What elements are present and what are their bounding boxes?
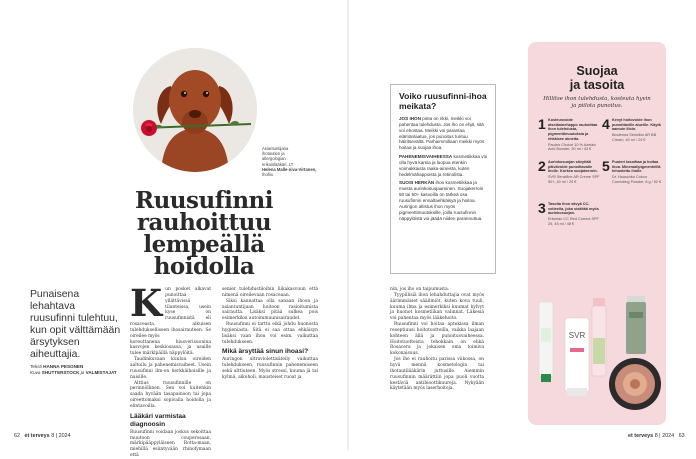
erborian-tube-icon [592, 298, 606, 376]
article-byline [30, 364, 122, 376]
product-item [602, 160, 662, 185]
page-footer-left [14, 433, 71, 439]
body-paragraph: Tyypillisiä ihon lehahduttajia ovat myös äärimmäiset sääilmiöt, kuten kova tuuli, kuuma ilma ja esimerkiksi kuumat kylvyt ja huonot kosmetiikan valinnat. Läkesiä voi pahentaa myös lääkehoito. [390, 292, 484, 322]
issue-number: 8 | 2024 [51, 433, 71, 439]
product-meta: SVR Sensifine AR Creme SPF 50+, 40 ml / 29 € [548, 175, 600, 184]
caption-line: allergologian [262, 156, 286, 162]
body-subhead: Mikä ärsyttää sinun ihoasi? [222, 348, 309, 356]
body-paragraph: Jos iho ei rauhoitu parissa viikossa, on hyvä mennä kosmetologin tai ihotautilääkärin juttusille. Aiemmin ruusufinnin määrättiin jopa puoli vuotta kestäviä antibioottikuureja. Nykyään käytetään myös laserhoitoja. [390, 357, 484, 392]
makeup-sidebox [390, 84, 496, 274]
body-subhead: Lääkäri varmistaa diagnoosin [130, 412, 186, 428]
product-title: Puuteri tasoittaa ja hoitaa ihoa. Mineraalipigmenteillä tehostettu iholle. [612, 160, 661, 174]
sidebox-body [399, 116, 489, 224]
body-paragraph: Auringon ultraviolettisäteily vaikuttaa tulehdukseen, ruusufinnin pahenemiseen sekä alttiuteen. Myös stressi, kuuma jä tai kylmä, alkoholi, mausteiset ruoat ja [222, 357, 318, 380]
body-paragraph: Alttius ruusufinnille on perinnöllinen. Sen voi kuitenkin saada hyvään tasapainoon tai jopa oireettomaksi sopivalla hoidolla ja elintavoilla. [130, 380, 211, 409]
product-title: Tasoita ihon sävyä CC-voiteella, joka sisältää myös aurinkosuojan. [548, 202, 599, 216]
sidebox-lead-label: JOS IHON [399, 116, 421, 121]
headline-line: rauhoittuu lempeällä [136, 209, 272, 258]
dog-rose-photo [133, 48, 257, 172]
byline-photo-source: SHUTTERSTOCK [41, 370, 80, 375]
page-number: 63 [678, 433, 685, 439]
caption-expert-name: Helena Malle-niva-Virtanen, [262, 166, 317, 172]
dog-illustration [133, 48, 257, 172]
article-headline [96, 187, 312, 280]
body-paragraph: Taudinkuvaan kuuluu oireiden aaltoilu ja pahenemisvaiheet. Usein ruusufinni ilm-on herkkäihoisille ja naisille. [130, 357, 211, 380]
product-item [538, 160, 600, 185]
sidebox-paragraph [399, 116, 489, 151]
body-column-3 [390, 287, 484, 392]
sidebox-text: kosmetiikkaa voi olla hyvä karsia ja luopua etenkin voimakkaista raaka-aineista, kuten hedelmähappoista ja retinolista. [399, 154, 488, 177]
product-item [538, 202, 600, 227]
body-column-1 [130, 281, 211, 459]
caption-line: erikoislääkäri, LT [262, 161, 294, 167]
product-item [602, 118, 662, 143]
byline-text-label: Teksti [30, 364, 42, 369]
powder-compact-icon [609, 358, 661, 410]
page-gutter [347, 0, 349, 450]
issue-number: 8 | 2024 [654, 433, 675, 439]
byline-and: ja [80, 370, 85, 375]
caption-line: Asiantuntijana [262, 146, 289, 151]
caption-org: Ihofiix. [262, 172, 275, 178]
product-title: Kosteusvoide atseläainehappo rauhoittaa ihon tulehdusta, pigmenttimuutoksia ja ehkäisee akneita. [548, 118, 598, 141]
svr-tube-icon [565, 318, 589, 396]
product-number: 4 [602, 116, 610, 132]
byline-photo-label: Kuva [30, 370, 41, 375]
product-title: Kevyt hoitovoide ihon punoittaville alueille. Käytä aamuin illoin. [612, 118, 661, 132]
page-footer-right [628, 433, 685, 439]
body-paragraph: un posket alkavat punoittaa yllättävissä tilanteissa, usein kyse on ruusufinnistä eli rosaceasta, aikuisen tulehdukselliseen ihosairauteen. Se oireilee myös [130, 287, 211, 339]
body-paragraph: Ruusufinni voidaan joskus sekoittaa muutoon couperosaan, märkipääppyläiseen Rotta-maan, miehillä esiintyvään rhinofymaan että [130, 429, 211, 459]
product-meta: Bioderma Sensibio AR BB Cream, 40 ml / 24 € [612, 133, 657, 142]
panel-title [528, 64, 666, 92]
byline-author: HANNA PESONEN [43, 364, 84, 369]
body-paragraph: Ruusufinni voi hoitaa aptekissa ilman reseptiuusi hoitotuotteilla, vaikka laajaan kohteen ällä ja punoitusvaiheessa. Hoitotuotteista tehokkain on ehkä Rosacera ja jokaisen oma toimiva kokonaisuus. [390, 322, 484, 357]
sidebox-title: Voiko ruusufinni-ihoa meikata? [399, 91, 487, 111]
photo-caption [262, 146, 318, 177]
body-paragraph: koreuttanena hiusverisuonina kasvojen keskiosassa, ja usaille tulee märkipäillä näppylöitä. [130, 339, 211, 357]
product-meta: Paula's Choice 10 % Azelaic Acid Booster, 30 ml / 43 € [548, 142, 597, 152]
sidebox-lead-label: SUOSI HERKÄN [399, 180, 435, 186]
product-title: Aurinkosuojan sävyttää päivävoide punoittavalle iholle. Korkea suojakerroin. [548, 160, 598, 174]
product-number: 5 [602, 158, 610, 174]
panel-subtitle: Hillitse ihon tulehdusta, kosteuta hyvin ja piilota punoitus. [543, 96, 651, 109]
sidebox-lead-label: PAHENEMISVAIHEESSA [399, 154, 453, 160]
drop-cap: K [130, 281, 163, 325]
body-paragraph: nin, jos iho on taipumusta. [390, 287, 450, 292]
page-number: 62 [14, 433, 20, 439]
sidebox-paragraph [399, 180, 489, 221]
product-meta: Dr. Hauschka Colour Correcting Powder, 8 g / 52 € [612, 175, 662, 184]
magazine-name: et terveys [24, 433, 50, 439]
headline-line: hoidolla [153, 253, 255, 280]
panel-title-line: Suojaa [576, 64, 618, 78]
green-tube-icon [626, 296, 646, 354]
azelaic-tube-icon [539, 302, 553, 382]
product-number: 3 [538, 200, 546, 216]
sidebox-text: ihon kosmetiikkaa ja muista aurinkosuojaaminen. Suojakerroin 50 tai 50+ kasvoilla on tärkeä osa ruusufinnin ennaltaehkäisyä ja hoitoa. Auringon altistus ihon myös pigmenttimuutoksille, joilla ruusufinnin näppylöistä voi jäädä niiden parannuttua. [399, 180, 484, 221]
body-paragraph: senier tulehdustiloihin liikakasvuun että nimenä oireilevaan rosaceaan. [222, 287, 318, 298]
sidebox-text: pinta on rikki, meikki voi pahentaa tulehdusta. Jos iho on ehjä, sitä voi ehostaa. Meikki voi parantaa elämänlaatua, jos punoitus tuntuu häiritsevältä. Parhaimmillaan meikki myös hoitaa ja suojaa ihoa. [399, 116, 485, 151]
panel-title-line: ja tasoita [569, 78, 625, 92]
svg-text:SVR: SVR [568, 331, 586, 340]
body-column-2 [222, 287, 318, 381]
caption-line: ihotautien ja [262, 151, 285, 157]
byline-photo-source-2: VALMISTAJAT [85, 370, 117, 375]
product-number: 2 [538, 158, 546, 174]
body-paragraph: Siksi kannattaa olla sanaan ihoon ja asiantuntijaan hoitoon rasioitumista sairautta. Lisäksi pitää sulkea pois esimerkiksi autoimmuunisairaudet. [222, 298, 318, 322]
product-meta: Erborian CC Red Correct SPF 25, 45 ml / 48 € [548, 217, 599, 226]
headline-line: Ruusufinni [134, 187, 274, 214]
sidebox-paragraph [399, 154, 489, 177]
magazine-name: et terveys [628, 433, 654, 439]
article-lead: Punaisena lehahtava ruusufinni tulehtuu, kun opit välttämään ärsytyksen aiheuttajia. [30, 289, 121, 360]
product-item [538, 118, 600, 152]
product-number: 1 [538, 116, 546, 132]
body-paragraph: Ruusufinni ei tarttu eikä johdu huonosta hygieniasta. Sitä ei saa ottaa ehkäisyn lisäksi vaan ihon voi esim. vaikuttaa tulehdukseen. [222, 322, 318, 345]
product-photos [535, 288, 665, 418]
